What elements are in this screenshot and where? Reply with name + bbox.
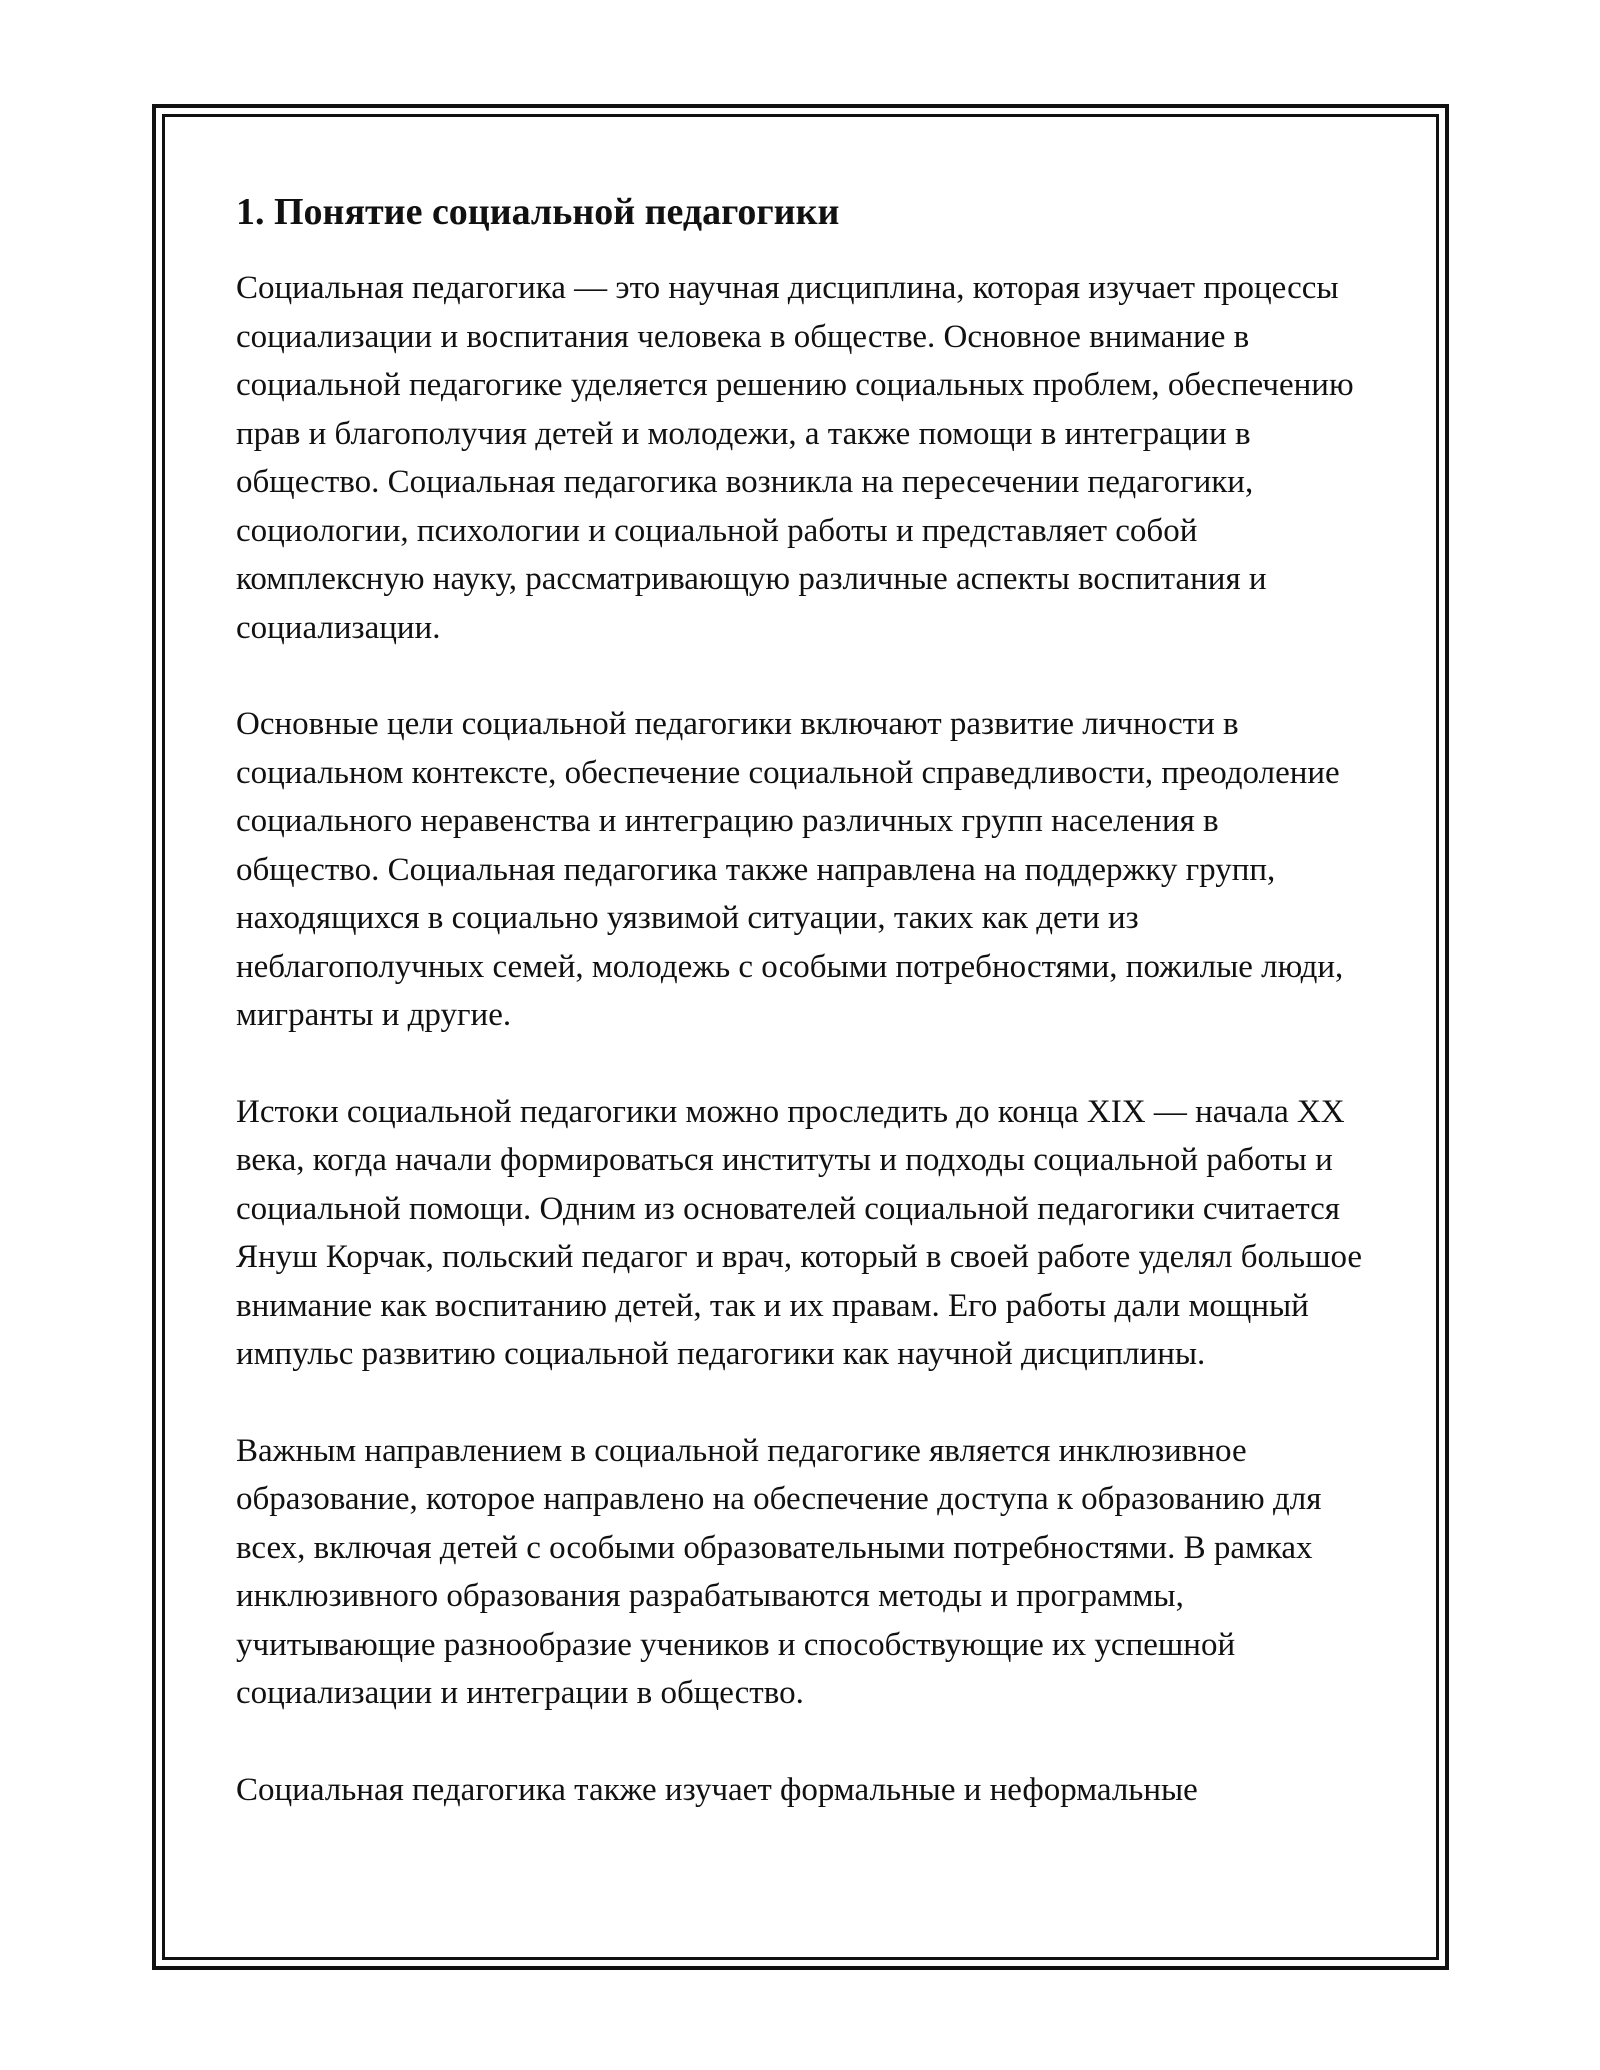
paragraph-origins: Истоки социальной педагогики можно проследить до конца XIX — начала XX века, когда начали формироваться институты и подходы социальной работы и социальной помощи. Одним из основателей социальной педагогики считается Януш Корчак, польский педагог и врач, который в своей работе уделял большое внимание как воспитанию детей, так и их правам. Его работы дали мощный импульс развитию социальной педагогики как научной дисциплины. [236, 1093, 1363, 1372]
paragraph-continued: Социальная педагогика также изучает формальные и неформальные [236, 1771, 1198, 1808]
paragraph-inclusive-education: Важным направлением в социальной педагогике является инклюзивное образование, которое направлено на обеспечение доступа к образованию для всех, включая детей с особыми образовательными потребностями. В рамках инклюзивного образования разрабатываются методы и программы, учитывающие разнообразие учеников и способствующие их успешной социализации и интеграции в общество. [236, 1432, 1322, 1711]
section-heading: 1. Понятие социальной педагогики [236, 191, 840, 233]
paragraph-definition: Социальная педагогика — это научная дисциплина, которая изучает процессы социализации и воспитания человека в обществе. Основное внимание в социальной педагогике уделяется решению социальных проблем, обеспечению прав и благополучия детей и молодежи, а также помощи в интеграции в общество. Социальная педагогика возникла на пересечении педагогики, социологии, психологии и социальной работы и представляет собой комплексную науку, рассматривающую различные аспекты воспитания и социализации. [236, 270, 1354, 646]
document-body [236, 186, 1366, 1814]
paragraph-goals: Основные цели социальной педагогики включают развитие личности в социальном контексте, обеспечение социальной справедливости, преодоление социального неравенства и интеграцию различных групп населения в общество. Социальная педагогика также направлена на поддержку групп, находящихся в социально уязвимой ситуации, таких как дети из неблагополучных семей, молодежь с особыми потребностями, пожилые люди, мигранты и другие. [236, 706, 1344, 1033]
